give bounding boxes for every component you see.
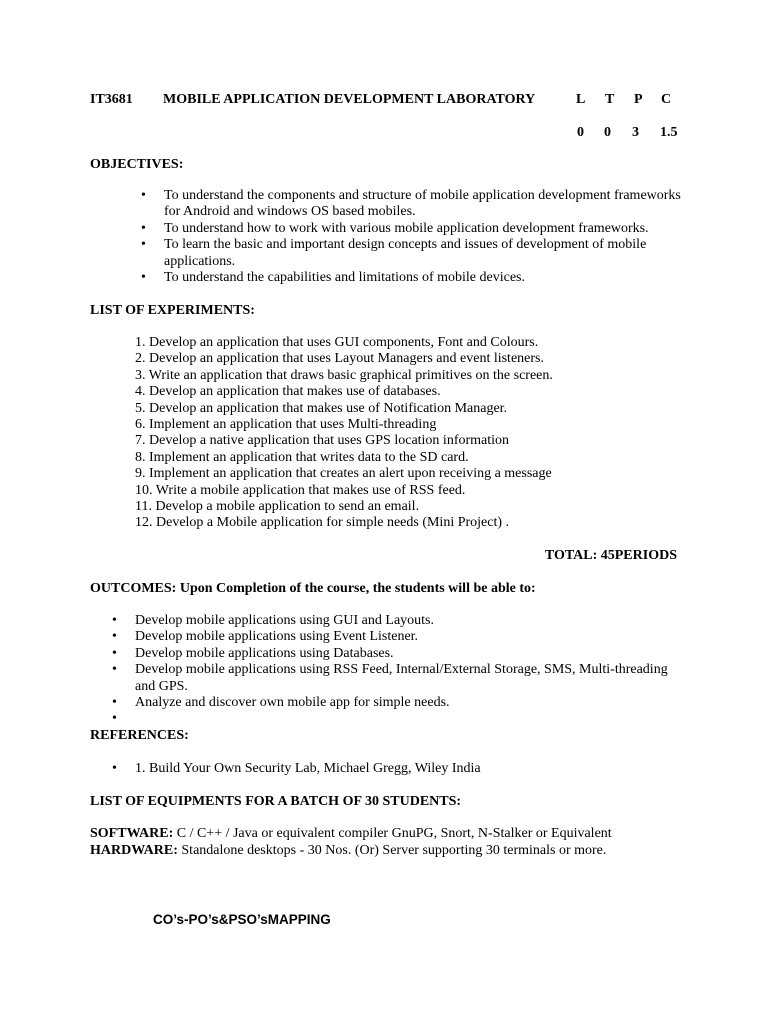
software-label: SOFTWARE: xyxy=(90,826,174,841)
bullet-icon: • xyxy=(141,220,146,236)
outcome-item: • Develop mobile applications using GUI and Layouts. xyxy=(112,613,434,628)
software-line xyxy=(90,826,612,842)
objective-item: • To understand the capabilities and limitations of mobile devices. xyxy=(141,270,525,286)
outcomes-heading: OUTCOMES: Upon Completion of the course, the students will be able to: xyxy=(90,581,536,596)
ltpc-label-t: T xyxy=(605,92,615,107)
bullet-icon: • xyxy=(141,188,146,203)
experiment-item: 9. Implement an application that creates an alert upon receiving a message xyxy=(135,466,552,482)
experiment-item: 5. Develop an application that makes use of Notification Manager. xyxy=(135,400,508,416)
bullet-icon: • xyxy=(112,761,117,776)
hardware-label: HARDWARE: xyxy=(90,843,178,858)
ltpc-label-p: P xyxy=(634,92,643,107)
experiment-item: 3. Write an application that draws basic graphical primitives on the screen. xyxy=(135,367,553,383)
experiment-item: 4. Develop an application that makes use of databases. xyxy=(135,384,441,400)
bullet-icon: • xyxy=(141,270,146,286)
course-title: MOBILE APPLICATION DEVELOPMENT LABORATORY xyxy=(163,92,536,107)
experiment-item: 8. Implement an application that writes data to the SD card. xyxy=(135,449,469,465)
ltpc-label-l: L xyxy=(576,92,586,107)
experiment-item: 6. Implement an application that uses Multi-threading xyxy=(135,417,437,433)
ltpc-value-t: 0 xyxy=(604,125,611,140)
experiment-item: 1. Develop an application that uses GUI components, Font and Colours. xyxy=(135,335,539,350)
objective-item: • To understand how to work with various mobile application development frameworks. xyxy=(141,220,649,236)
bullet-icon: • xyxy=(112,645,117,661)
outcome-item-empty xyxy=(112,711,668,727)
experiment-item: 12. Develop a Mobile application for simple needs (Mini Project) . xyxy=(135,515,510,531)
experiment-item: 11. Develop a mobile application to send an email. xyxy=(135,499,420,515)
ltpc-value-p: 3 xyxy=(632,125,639,140)
hardware-line xyxy=(90,843,606,859)
references-heading: REFERENCES: xyxy=(90,728,189,743)
bullet-icon: • xyxy=(112,629,117,645)
objectives-list xyxy=(141,188,681,286)
outcome-item: • Develop mobile applications using Databases. xyxy=(112,645,394,661)
experiment-item: 7. Develop a native application that uses GPS location information xyxy=(135,433,510,449)
outcomes-list xyxy=(112,613,668,727)
total-periods: TOTAL: 45PERIODS xyxy=(544,548,677,563)
references-list xyxy=(112,761,481,777)
objectives-heading: OBJECTIVES: xyxy=(90,157,184,172)
ltpc-label-c: C xyxy=(661,92,672,107)
experiments-heading: LIST OF EXPERIMENTS: xyxy=(90,303,255,318)
ltpc-value-c: 1.5 xyxy=(660,125,678,140)
bullet-icon: • xyxy=(112,711,117,727)
bullet-icon: • xyxy=(112,695,117,711)
software-text: C / C++ / Java or equivalent compiler GnuPG, Snort, N-Stalker or Equivalent xyxy=(173,826,612,841)
objective-item: • To understand the components and structure of mobile application development frameworks for Android and windows OS based mobiles. xyxy=(141,188,681,220)
experiments-list xyxy=(135,335,553,532)
outcome-item: • Analyze and discover own mobile app for simple needs. xyxy=(112,695,450,711)
course-code: IT3681 xyxy=(90,92,133,107)
outcome-item: • Develop mobile applications using Event Listener. xyxy=(112,629,419,645)
mapping-heading: CO’s-PO’s&PSO’sMAPPING xyxy=(153,912,331,927)
experiment-item: 10. Write a mobile application that makes use of RSS feed. xyxy=(135,482,466,498)
bullet-icon: • xyxy=(141,237,146,253)
reference-item: • 1. Build Your Own Security Lab, Michael Gregg, Wiley India xyxy=(112,761,481,776)
hardware-text: Standalone desktops - 30 Nos. (Or) Server supporting 30 terminals or more. xyxy=(177,843,607,858)
experiment-item: 2. Develop an application that uses Layout Managers and event listeners. xyxy=(135,351,544,367)
bullet-icon: • xyxy=(112,613,117,628)
outcome-item: • Develop mobile applications using RSS Feed, Internal/External Storage, SMS, Multi-threading and GPS. xyxy=(112,662,668,694)
objective-item: • To learn the basic and important design concepts and issues of development of mobile applications. xyxy=(141,237,647,269)
bullet-icon: • xyxy=(112,662,117,678)
equipment-heading: LIST OF EQUIPMENTS FOR A BATCH OF 30 STUDENTS: xyxy=(90,794,462,809)
ltpc-value-l: 0 xyxy=(577,125,584,140)
